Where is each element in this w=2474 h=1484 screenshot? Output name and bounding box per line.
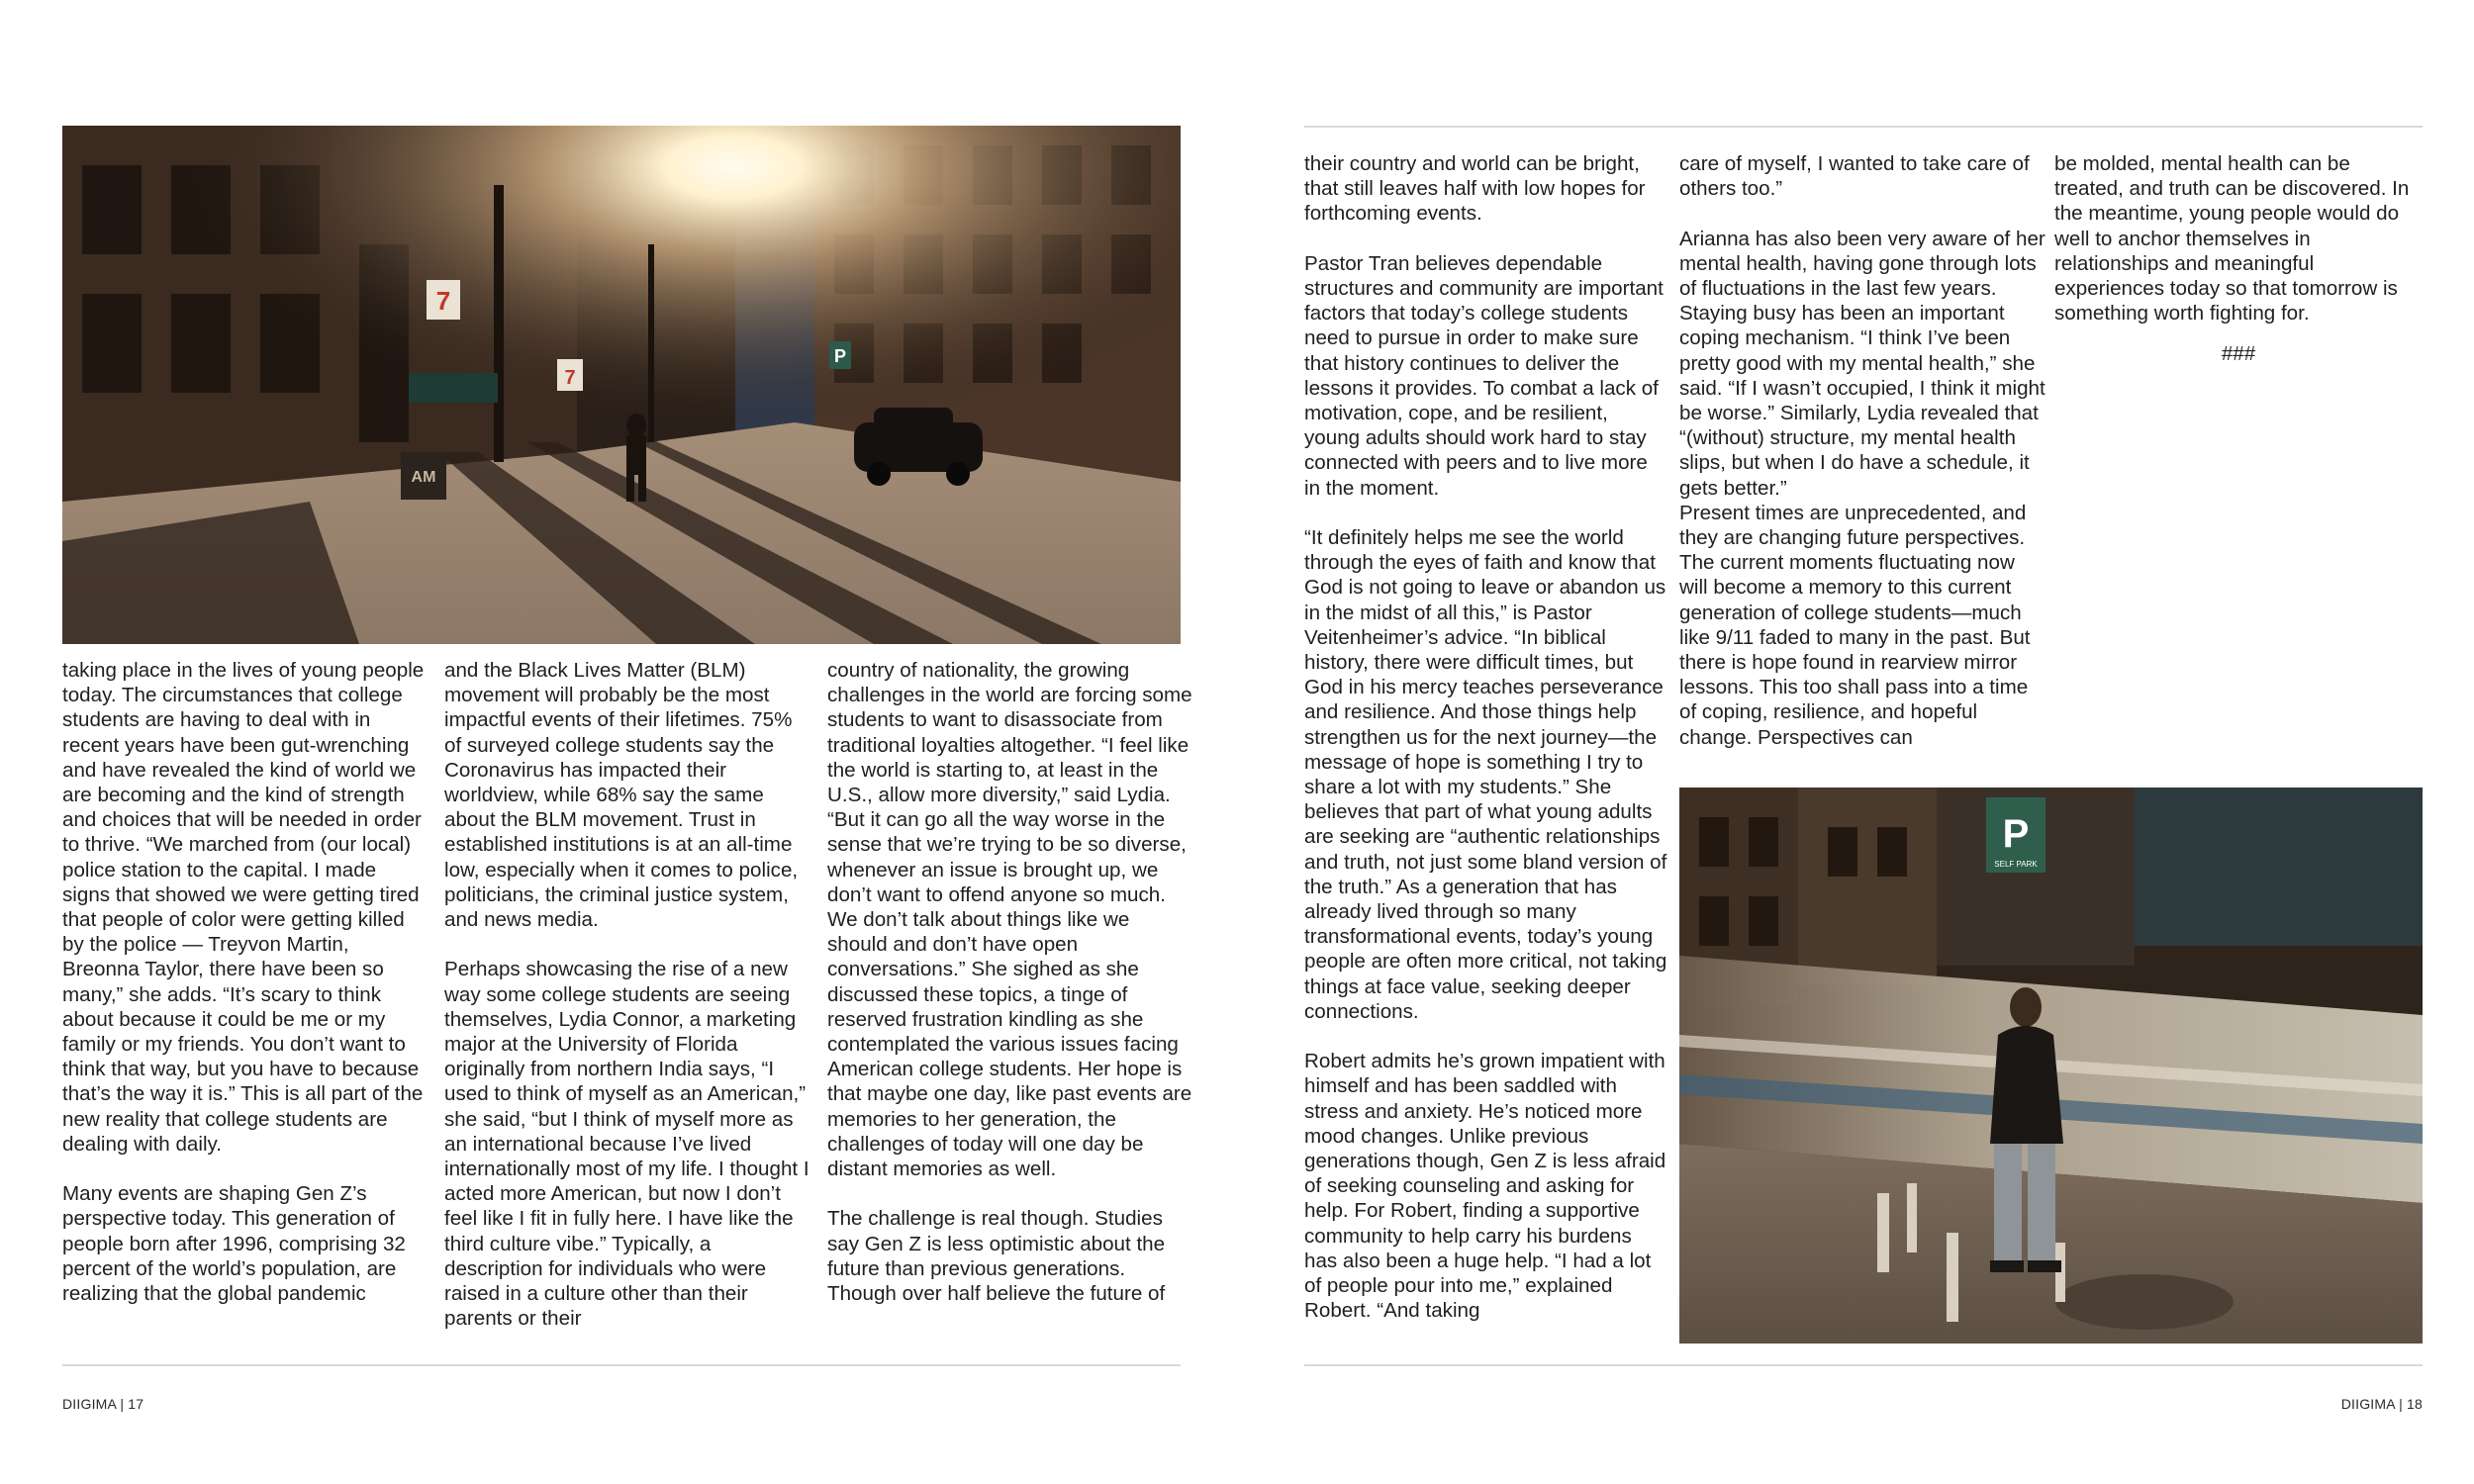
paragraph: Many events are shaping Gen Z’s perspective today. This generation of people born after 1996, comprising 32 percent of the world’s population, are realizing that the global pandemic [62,1182,406,1306]
parking-sign-subtitle: SELF PARK [1994,860,2038,869]
right-column-2 [1679,151,2047,750]
paragraph: taking place in the lives of young people today. The circumstances that college students are having to deal with in recent years have been gut-wrenching and have revealed the kind of world we are becoming and the kind of strength and choices that will be needed in order to thrive. “We marched from (our local) police station to the capital. I made signs that showed we were getting tired that people of color were getting killed by the police — Treyvon Martin, Breonna Taylor, there have been so many,” she adds. “It’s scary to think about because it could be me or my family or my friends. You don’t want to think that way, but you have to because that’s the way it is.” This is all part of the new reality that college students are dealing with daily. [62,659,425,1156]
street-sunlight-photo [62,126,1181,644]
paragraph: Arianna has also been very aware of her mental health, having gone through lots of fluctuations in the last few years. Staying busy has been an important coping mechanism. “I think I’ve been pretty good with my mental health,” she said. “If I wasn’t occupied, I think it might be worse.” Similarly, Lydia revealed that “(without) structure, my mental health slips, but when I do have a schedule, it gets better.” [1679,227,2046,500]
parking-sign-large: P [2002,812,2030,856]
store-sign-right: 7 [564,367,576,389]
paragraph: their country and world can be bright, that still leaves half with low hopes for forthcoming events. [1304,152,1646,226]
right-column-1 [1304,151,1668,1324]
end-mark: ### [2221,342,2256,366]
paragraph: “It definitely helps me see the world through the eyes of faith and know that God is not going to leave or abandon us in the midst of all this,” is Pastor Veitenheimer’s advice. “In biblical history, there were difficult times, but God in his mercy teaches perseverance and resilience. And those things help strengthen us for the next journey—the message of hope is something I try to share a lot with my students.” She believes that part of what young adults are seeking are “authentic relationships and truth, not just some bland version of the truth.” As a generation that has already lived through so many transformational events, today’s young people are often more critical, not taking things at face value, seeking deeper connections. [1304,526,1667,1023]
paragraph: The challenge is real though. Studies say Gen Z is less optimistic about the future than previous generations. Though over half believe the future of [827,1207,1166,1306]
header-rule [1304,126,2423,128]
paragraph: care of myself, I wanted to take care of others too.” [1679,152,2030,201]
footer-rule [62,1364,1181,1366]
paragraph: Robert admits he’s grown impatient with himself and has been saddled with stress and anxiety. He’s noticed more mood changes. Unlike previous generations though, Gen Z is less afraid of seeking counseling and asking for help. For Robert, finding a supportive community to help carry his burdens has also been a huge help. “I had a lot of people pour into me,” explained Robert. “And taking [1304,1050,1666,1323]
man-passing-train-photo [1679,788,2423,1344]
shop-sign: AM [411,469,436,486]
right-column-3 [2054,151,2423,367]
paragraph: Perhaps showcasing the rise of a new way some college students are seeing themselves, Lydia Connor, a marketing major at the University of Florida originally from northern India says, “I used to think of myself as an American,” she said, “but I think of myself more as an international because I’ve lived internationally most of my life. I thought I acted more American, but now I don’t feel like I fit in fully here. I have like the third culture vibe.” Typically, a description for individuals who were raised in a culture other than their parents or their [444,958,809,1331]
page-number-right: DIIGIMA | 18 [2340,1396,2423,1412]
paragraph: and the Black Lives Matter (BLM) movement will probably be the most impactful events of their lifetimes. 75% of surveyed college students say the Coronavirus has impacted their worldview, while 68% say the same about the BLM movement. Trust in established institutions is at an all-time low, especially when it comes to police, politicians, the criminal justice system, and news media. [444,659,799,932]
page-number-left: DIIGIMA | 17 [62,1396,144,1412]
footer-rule [1304,1364,2423,1366]
left-column-2 [444,658,810,1331]
paragraph: Pastor Tran believes dependable structures and community are important factors that today’s college students need to pursue in order to make sure that history continues to deliver the lessons it provides. To combat a lack of motivation, cope, and be resilient, young adults should work hard to stay connected with peers and to live more in the moment. [1304,251,1664,500]
paragraph: be molded, mental health can be treated, and truth can be discovered. In the meantime, young people would do well to anchor themselves in relationships and meaningful experiences today so that tomorrow is something worth fighting for. [2054,152,2410,325]
left-column-3 [827,658,1193,1306]
store-sign-left: 7 [435,286,451,316]
paragraph: country of nationality, the growing challenges in the world are forcing some students to want to disassociate from traditional loyalties altogether. “I feel like the world is starting to, at least in the U.S., allow more diversity,” said Lydia. “But it can go all the way worse in the sense that we’re trying to be so diverse, whenever an issue is brought up, we don’t want to offend anyone so much. We don’t talk about things like we should and don’t have open conversations.” She sighed as she discussed these topics, a tinge of reserved frustration kindling as she contemplated the various issues facing American college students. Her hope is that maybe one day, like past events are memories to her generation, the challenges of today will one day be distant memories as well. [827,659,1192,1181]
parking-sign-small: P [833,346,847,366]
right-page [1237,0,2474,1484]
left-column-1 [62,658,428,1306]
paragraph: Present times are unprecedented, and they are changing future perspectives. The current moments fluctuating now will become a memory to this current generation of college students—much like 9/11 faded to many in the past. But there is hope found in rearview mirror lessons. This too shall pass into a time of coping, resilience, and hopeful change. Perspectives can [1679,501,2031,749]
